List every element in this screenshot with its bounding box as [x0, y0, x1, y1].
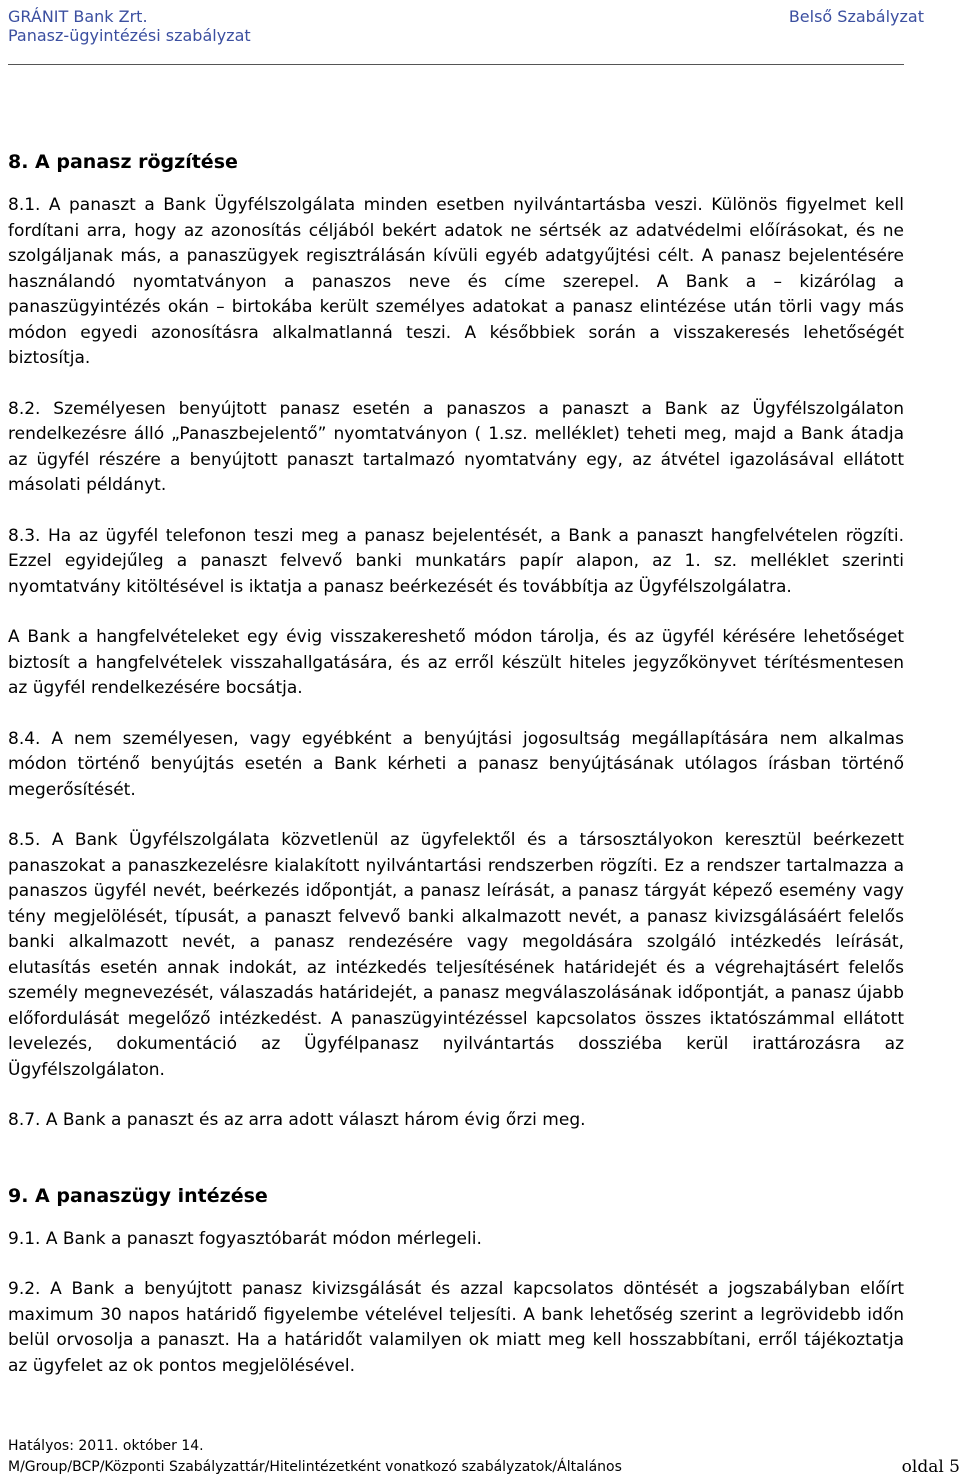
footer-effective-date: Hatályos: 2011. október 14.	[8, 1438, 204, 1454]
header-company: GRÁNIT Bank Zrt.	[8, 7, 148, 26]
paragraph-8-5: 8.5. A Bank Ügyfélszolgálata közvetlenül az ügyfelektől és a társosztályokon keresztül beérkezett panaszokat a panaszkezelésre kialakított nyilvántartási rendszerben rögzíti. Ez a rendszer tartalmazza a panaszos ügyfél nevét, beérkezés időpontját, a panasz leírását, a panasz tárgyát képező esemény vagy tény megjelölését, típusát, a panaszt felvevő banki alkalmazott nevét, a panasz kivizsgálásáért felelős banki alkalmazott nevét, a panasz rendezésére vagy megoldására szolgáló intézkedés leírását, elutasítás esetén annak indokát, az intézkedés teljesítésének határidejét és a végrehajtásért felelős személy megnevezését, válaszadás határidejét, a panasz megválaszolásának időpontját, a panasz újabb előfordulását megelőző intézkedést. A panaszügyintézéssel kapcsolatos összes iktatószámmal ellátott levelezés, dokumentáció az Ügyfélpanasz nyilvántartás dossziéba kerül irattározásra az Ügyfélszolgálaton.	[8, 830, 904, 1080]
header-subtitle: Panasz-ügyintézési szabályzat	[8, 26, 251, 45]
paragraph-8-1: 8.1. A panaszt a Bank Ügyfélszolgálata minden esetben nyilvántartásba veszi. Különös figyelmet kell fordítani arra, hogy az azonosítás céljából bekért adatok ne sértsék az adatvédelmi előírásokat, és ne szolgáljanak más, a panaszügyek regisztrálásán kívüli egyéb adatgyűjtési célt. A panasz bejelentésére használandó nyomtatványon a panaszos neve és címe szerepel. A Bank a – kizárólag a panaszügyintézés okán – birtokába került személyes adatokat a panasz elintézése után törli vagy más módon egyedi azonosításra alkalmatlanná teszi. A későbbiek során a visszakeresés lehetőségét biztosítja.	[8, 195, 904, 368]
paragraph-9-1: 9.1. A Bank a panaszt fogyasztóbarát módon mérlegeli.	[8, 1228, 482, 1249]
paragraph-9-2: 9.2. A Bank a benyújtott panasz kivizsgálását és azzal kapcsolatos döntését a jogszabályban előírt maximum 30 napos határidő figyelembe vételével teljesíti. A bank lehetőség szerint a legrövidebb időn belül orvosolja a panaszt. Ha a határidőt valamilyen ok miatt meg kell hosszabbítani, erről tájékoztatja az ügyfelet az ok pontos megjelölésével.	[8, 1279, 904, 1376]
paragraph-recordings: A Bank a hangfelvételeket egy évig visszakereshető módon tárolja, és az ügyfél kérésére lehetőséget biztosít a hangfelvételek visszahallgatására, és az erről készült hiteles jegyzőkönyvet térítésmentesen az ügyfél rendelkezésére bocsátja.	[8, 627, 904, 698]
footer-path: M/Group/BCP/Központi Szabályzattár/Hitelintézetként vonatkozó szabályzatok/Általános	[8, 1459, 622, 1475]
section-heading: 8. A panasz rögzítése	[8, 151, 238, 173]
section-heading: 9. A panaszügy intézése	[8, 1184, 268, 1207]
paragraph-8-4: 8.4. A nem személyesen, vagy egyébként a benyújtási jogosultság megállapítására nem alkalmas módon történő benyújtás esetén a Bank kérheti a panasz benyújtásának utólagos írásban történő megerősítését.	[8, 728, 904, 800]
paragraph-8-2: 8.2. Személyesen benyújtott panasz esetén a panaszos a panaszt a Bank az Ügyfélszolgálaton rendelkezésre álló „Panaszbejelentő” nyomtatványon ( 1.sz. melléklet) teheti meg, majd a Bank átadja az ügyfél részére a benyújtott panaszt tartalmazó nyomtatvány egy, az átvétel igazolásával ellátott másolati példányt.	[8, 398, 904, 495]
document-body	[8, 148, 904, 1379]
header-rule	[8, 64, 904, 65]
header-doc-type: Belső Szabályzat	[788, 7, 924, 26]
page-number: oldal 5	[901, 1457, 960, 1477]
paragraph-8-7: 8.7. A Bank a panaszt és az arra adott választ három évig őrzi meg.	[8, 1110, 586, 1130]
paragraph-8-3: 8.3. Ha az ügyfél telefonon teszi meg a panasz bejelentését, a Bank a panaszt hangfelvételen rögzíti. Ezzel egyidejűleg a panaszt felvevő banki munkatárs papír alapon, az 1. sz. melléklet szerinti nyomtatvány kitöltésével is iktatja a panasz beérkezését és továbbítja az Ügyfélszolgálatra.	[8, 525, 904, 597]
